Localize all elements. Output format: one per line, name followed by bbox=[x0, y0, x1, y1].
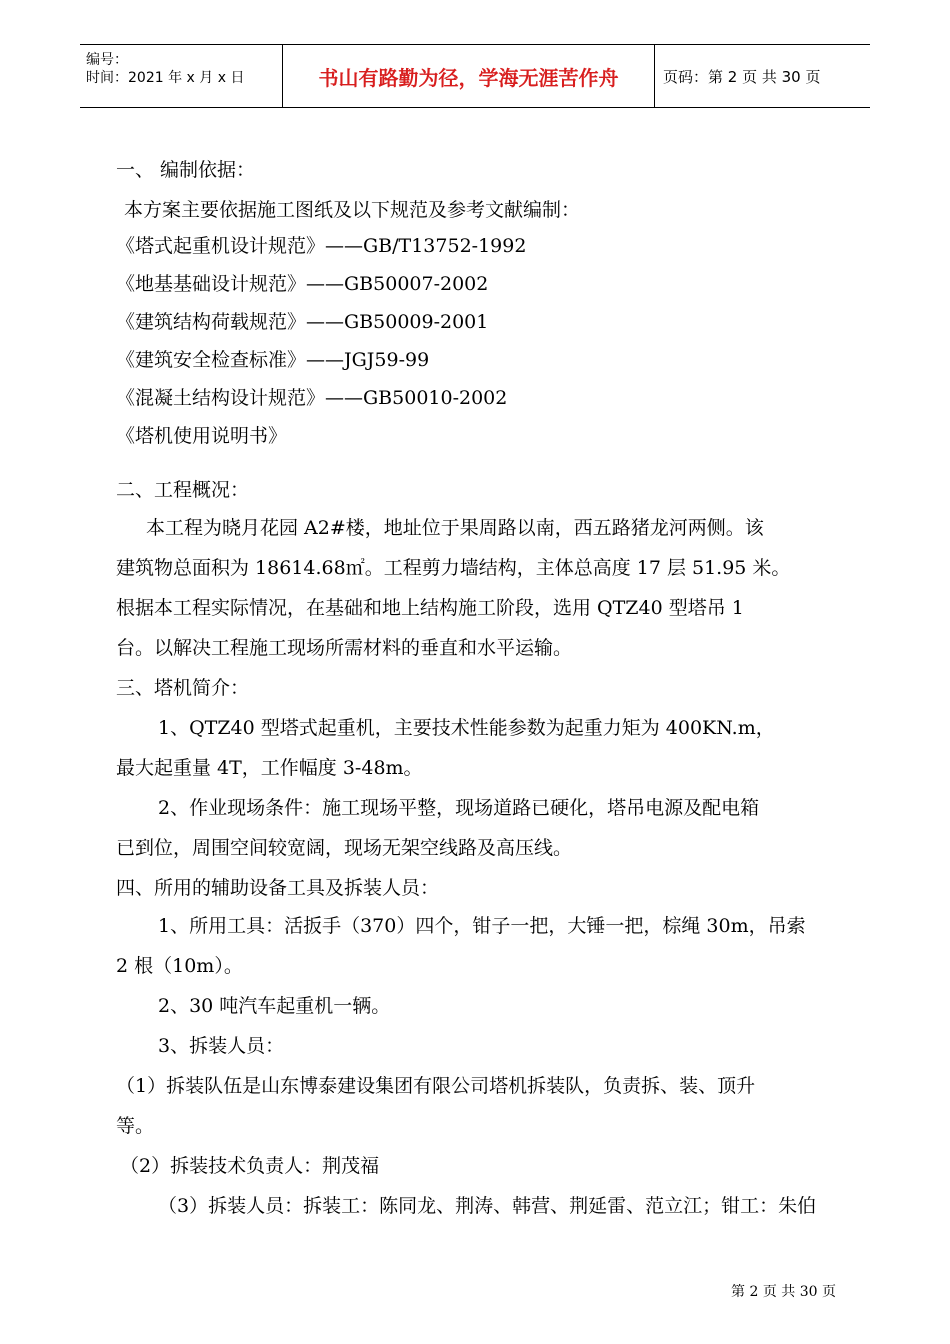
paragraph-line: 最大起重量 4T，工作幅度 3-48m。 bbox=[116, 757, 423, 779]
paragraph-line: （3）拆装人员：拆装工：陈同龙、荆涛、韩营、荆延雷、范立江；钳工：朱伯 bbox=[158, 1195, 817, 1217]
section-title-3: 三、塔机简介： bbox=[116, 677, 250, 699]
header-motto: 书山有路勤为径，学海无涯苦作舟 bbox=[283, 45, 655, 107]
page-header bbox=[80, 44, 870, 108]
paragraph-line: 2、30 吨汽车起重机一辆。 bbox=[158, 995, 391, 1017]
paragraph-line: 已到位，周围空间较宽阔，现场无架空线路及高压线。 bbox=[116, 837, 573, 859]
reference-item: 《建筑安全检查标准》——JGJ59-99 bbox=[116, 349, 430, 371]
header-page-label: 页码：第 2 页 共 30 页 bbox=[663, 67, 821, 86]
section1-intro: 本方案主要依据施工图纸及以下规范及参考文献编制： bbox=[124, 199, 581, 221]
paragraph-line: 建筑物总面积为 18614.68㎡。工程剪力墙结构，主体总高度 17 层 51.95 米。 bbox=[116, 557, 791, 579]
reference-item: 《塔机使用说明书》 bbox=[116, 425, 288, 447]
paragraph-line: 2 根（10m）。 bbox=[116, 955, 243, 977]
paragraph-line: 1、所用工具：活扳手（370）四个，钳子一把，大锤一把，棕绳 30m，吊索 bbox=[158, 915, 806, 937]
section-title-4: 四、所用的辅助设备工具及拆装人员： bbox=[116, 877, 440, 899]
reference-item: 《混凝土结构设计规范》——GB50010-2002 bbox=[116, 387, 508, 409]
reference-item: 《塔式起重机设计规范》——GB/T13752-1992 bbox=[116, 235, 527, 257]
reference-item: 《地基基础设计规范》——GB50007-2002 bbox=[116, 273, 489, 295]
paragraph-line: 2、作业现场条件：施工现场平整，现场道路已硬化，塔吊电源及配电箱 bbox=[158, 797, 760, 819]
header-meta bbox=[80, 45, 283, 107]
paragraph-line: 等。 bbox=[116, 1115, 155, 1137]
date-label: 时间：2021 年 x 月 x 日 bbox=[86, 70, 245, 86]
paragraph-line: 本工程为晓月花园 A2#楼，地址位于果周路以南，西五路猪龙河两侧。该 bbox=[146, 517, 764, 539]
section-title-2: 二、工程概况： bbox=[116, 479, 250, 501]
page-footer: 第 2 页 共 30 页 bbox=[731, 1284, 836, 1300]
paragraph-line: 根据本工程实际情况，在基础和地上结构施工阶段，选用 QTZ40 型塔吊 1 bbox=[116, 597, 744, 619]
number-label: 编号： bbox=[86, 52, 128, 68]
reference-item: 《建筑结构荷载规范》——GB50009-2001 bbox=[116, 311, 489, 333]
paragraph-line: 3、拆装人员： bbox=[158, 1035, 285, 1057]
paragraph-line: 1、QTZ40 型塔式起重机，主要技术性能参数为起重力矩为 400KN.m， bbox=[158, 717, 775, 739]
section-title-1: 一、 编制依据： bbox=[116, 159, 256, 181]
paragraph-line: （2）拆装技术负责人：荆茂福 bbox=[120, 1155, 380, 1177]
paragraph-line: 台。以解决工程施工现场所需材料的垂直和水平运输。 bbox=[116, 637, 573, 659]
paragraph-line: （1）拆装队伍是山东博泰建设集团有限公司塔机拆装队，负责拆、装、顶升 bbox=[116, 1075, 756, 1097]
